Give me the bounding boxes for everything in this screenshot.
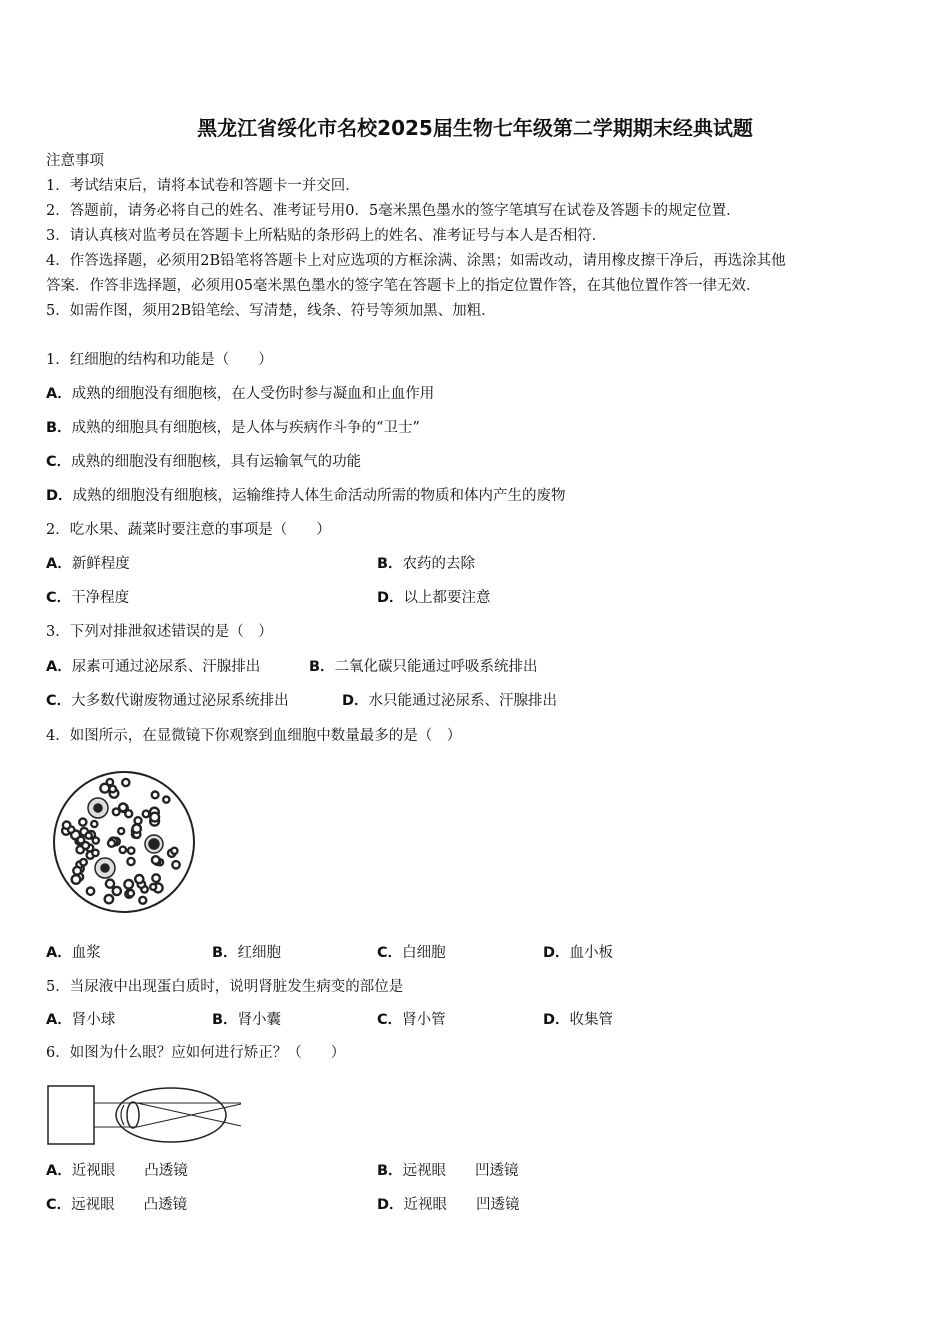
option-c[interactable]: C．远视眼 凸透镜: [46, 1197, 188, 1213]
red-blood-cell: [63, 822, 70, 829]
notice-item: 答案．作答非选择题，必须用05毫米黑色墨水的签字笔在答题卡上的指定位置作答，在其他位置作答一律无效．: [46, 278, 761, 294]
option-a[interactable]: A．尿素可通过泌尿系、汗腺排出: [46, 659, 261, 675]
red-blood-cell: [118, 828, 124, 834]
option-d[interactable]: D．收集管: [543, 1012, 614, 1028]
option-c[interactable]: C．成熟的细胞没有细胞核，具有运输氧气的功能: [46, 454, 362, 470]
red-blood-cell: [150, 813, 159, 822]
option-b[interactable]: B．远视眼 凹透镜: [377, 1163, 519, 1179]
option-d[interactable]: D．血小板: [543, 945, 614, 961]
notice-item: 3．请认真核对监考员在答题卡上所粘贴的条形码上的姓名、准考证号与本人是否相符．: [46, 228, 607, 244]
red-blood-cell: [171, 848, 177, 854]
red-blood-cell: [127, 858, 134, 865]
red-blood-cell: [163, 797, 169, 803]
option-a[interactable]: A．肾小球: [46, 1012, 116, 1028]
red-blood-cell: [92, 850, 98, 856]
option-c[interactable]: C．大多数代谢废物通过泌尿系统排出: [46, 693, 289, 709]
option-b[interactable]: B．肾小囊: [212, 1012, 282, 1028]
red-blood-cell: [139, 897, 146, 904]
red-blood-cell: [113, 887, 121, 895]
option-a[interactable]: A．血浆: [46, 945, 101, 961]
notice-heading: 注意事项: [46, 153, 104, 169]
eye-diagram-figure: [46, 1083, 246, 1149]
option-c[interactable]: C．干净程度: [46, 590, 130, 606]
option-a[interactable]: A．新鲜程度: [46, 556, 130, 572]
option-d[interactable]: D．以上都要注意: [377, 590, 491, 606]
red-blood-cell: [172, 861, 179, 868]
red-blood-cell: [128, 847, 134, 853]
red-blood-cell: [133, 824, 141, 832]
option-c[interactable]: C．肾小管: [377, 1012, 446, 1028]
red-blood-cell: [78, 837, 85, 844]
notice-item: 2．答题前，请务必将自己的姓名、准考证号用0．5毫米黑色墨水的签字笔填写在试卷及答题卡的规定位置．: [46, 203, 741, 219]
option-a[interactable]: A．近视眼 凸透镜: [46, 1163, 188, 1179]
red-blood-cell: [93, 837, 99, 843]
object-box: [48, 1086, 94, 1144]
option-b[interactable]: B．成熟的细胞具有细胞核，是人体与疾病作斗争的“卫士”: [46, 420, 420, 436]
red-blood-cell: [119, 804, 127, 812]
red-blood-cell: [86, 833, 92, 839]
question-stem: 6．如图为什么眼？应如何进行矫正？（ ）: [46, 1045, 346, 1061]
red-blood-cell: [91, 821, 97, 827]
question-stem: 2．吃水果、蔬菜时要注意的事项是（ ）: [46, 522, 331, 538]
option-c[interactable]: C．白细胞: [377, 945, 446, 961]
red-blood-cell: [108, 840, 115, 847]
red-blood-cell: [106, 880, 114, 888]
option-d[interactable]: D．近视眼 凹透镜: [377, 1197, 520, 1213]
red-blood-cell: [152, 874, 160, 882]
option-d[interactable]: D．成熟的细胞没有细胞核，运输维持人体生命活动所需的物质和体内产生的废物: [46, 488, 566, 504]
red-blood-cell: [143, 811, 150, 818]
red-blood-cell: [122, 779, 129, 786]
red-blood-cell: [152, 792, 159, 799]
red-blood-cell: [72, 875, 81, 884]
option-a[interactable]: A．成熟的细胞没有细胞核，在人受伤时参与凝血和止血作用: [46, 386, 435, 402]
red-blood-cell: [124, 880, 133, 889]
red-blood-cell: [152, 856, 160, 864]
red-blood-cell: [80, 859, 87, 866]
eye-lens: [127, 1102, 139, 1128]
red-blood-cell: [135, 817, 142, 824]
question-stem: 3．下列对排泄叙述错误的是（ ）: [46, 624, 273, 640]
red-blood-cell: [87, 888, 94, 895]
notice-item: 5．如需作图，须用2B铅笔绘、写清楚，线条、符号等须加黑、加粗．: [46, 303, 496, 319]
red-blood-cell: [79, 819, 86, 826]
option-b[interactable]: B．二氧化碳只能通过呼吸系统排出: [309, 659, 538, 675]
red-blood-cell: [135, 875, 143, 883]
red-blood-cell: [128, 890, 134, 896]
red-blood-cell: [109, 786, 116, 793]
question-stem: 5．当尿液中出现蛋白质时，说明肾脏发生病变的部位是: [46, 979, 404, 995]
red-blood-cell: [73, 867, 81, 875]
red-blood-cell: [105, 895, 113, 903]
red-blood-cell: [150, 884, 156, 890]
blood-smear-figure: [50, 770, 200, 915]
question-stem: 4．如图所示，在显微镜下你观察到血细胞中数量最多的是（ ）: [46, 728, 462, 744]
question-stem: 1．红细胞的结构和功能是（ ）: [46, 352, 273, 368]
option-b[interactable]: B．红细胞: [212, 945, 282, 961]
red-blood-cell: [120, 847, 126, 853]
option-d[interactable]: D．水只能通过泌尿系、汗腺排出: [342, 693, 558, 709]
option-b[interactable]: B．农药的去除: [377, 556, 476, 572]
notice-item: 4．作答选择题，必须用2B铅笔将答题卡上对应选项的方框涂满、涂黑；如需改动，请用橡皮擦干净后，再选涂其他: [46, 253, 786, 269]
red-blood-cell: [107, 779, 113, 785]
notice-item: 1．考试结束后，请将本试卷和答题卡一并交回．: [46, 178, 360, 194]
page-title: 黑龙江省绥化市名校2025届生物七年级第二学期期末经典试题: [197, 116, 753, 140]
